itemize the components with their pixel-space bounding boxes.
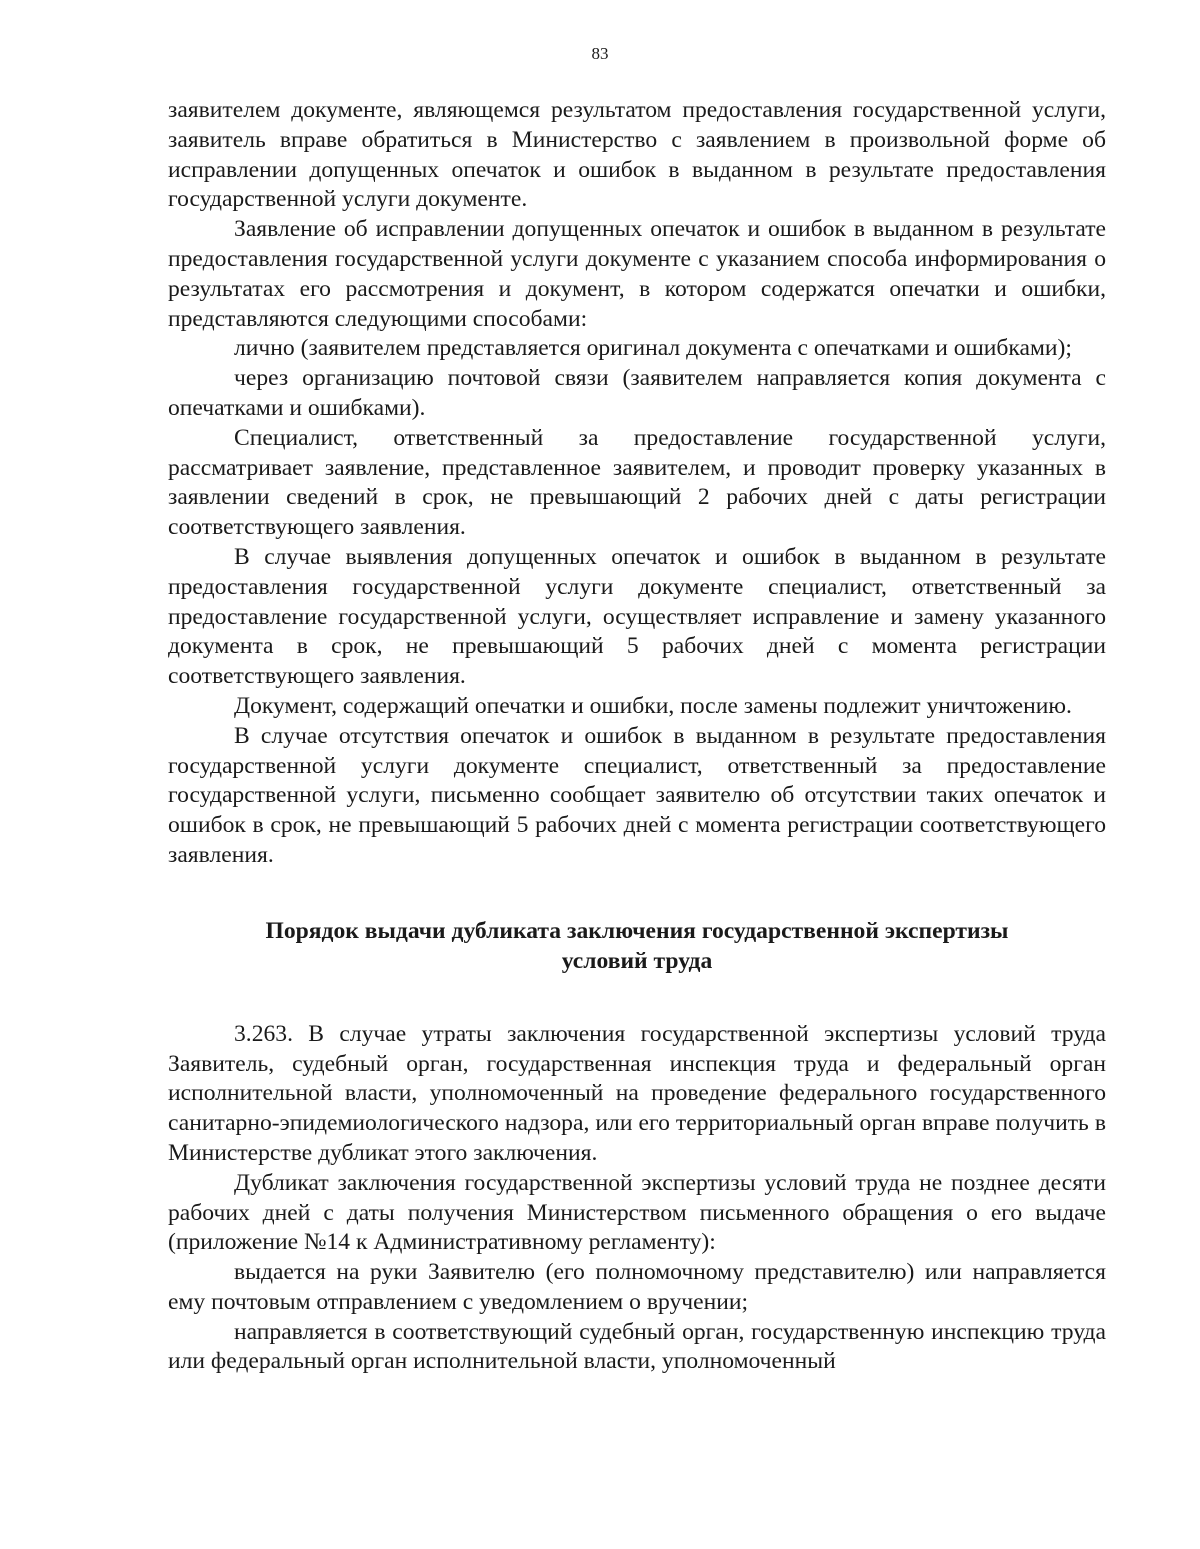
document-body <box>168 96 1106 1377</box>
paragraph: В случае выявления допущенных опечаток и ошибок в выданном в результате предоставления государственной услуги документе специалист, ответственный за предоставление государственной услуги, осуществляет исправление и замену указанного документа в срок, не превышающий 5 рабочих дней с момента регистрации соответствующего заявления. <box>168 543 1106 690</box>
paragraph: В случае отсутствия опечаток и ошибок в выданном в результате предоставления государственной услуги документе специалист, ответственный за предоставление государственной услуги, письменно сообщает заявителю об отсутствии таких опечаток и ошибок в срок, не превышающий 5 рабочих дней с момента регистрации соответствующего заявления. <box>168 722 1106 868</box>
paragraph: Специалист, ответственный за предоставление государственной услуги, рассматривает заявление, представленное заявителем, и проводит проверку указанных в заявлении сведений в срок, не превышающий 2 рабочих дней с даты регистрации соответствующего заявления. <box>168 424 1106 541</box>
section-heading-line: Порядок выдачи дубликата заключения государственной экспертизы <box>265 917 1009 944</box>
paragraph: Дубликат заключения государственной экспертизы условий труда не позднее десяти рабочих дней с даты получения Министерством письменного обращения о его выдаче (приложение №14 к Административному регламенту): <box>168 1169 1106 1256</box>
paragraph: лично (заявителем представляется оригинал документа с опечатками и ошибками); <box>234 335 1072 362</box>
section-heading <box>168 916 1106 976</box>
paragraph: через организацию почтовой связи (заявителем направляется копия документа с опечатками и ошибками). <box>168 365 1106 421</box>
paragraph: направляется в соответствующий судебный орган, государственную инспекцию труда или федеральный орган исполнительной власти, уполномоченный <box>168 1318 1106 1375</box>
page-number: 83 <box>591 44 609 63</box>
paragraph: Документ, содержащий опечатки и ошибки, после замены подлежит уничтожению. <box>234 692 1072 719</box>
paragraph-continuation: заявителем документе, являющемся результатом предоставления государственной услуги, заявитель вправе обратиться в Министерство с заявлением в произвольной форме об исправлении допущенных опечаток и ошибок в выданном в результате предоставления государственной услуги документе. <box>168 97 1106 213</box>
paragraph-numbered: 3.263. В случае утраты заключения государственной экспертизы условий труда Заявитель, судебный орган, государственная инспекция труда и федеральный орган исполнительной власти, уполномоченный на проведение федерального государственного санитарно-эпидемиологического надзора, или его территориальный орган вправе получить в Министерстве дубликат этого заключения. <box>168 1020 1106 1166</box>
paragraph: выдается на руки Заявителю (его полномочному представителю) или направляется ему почтовым отправлением с уведомлением о вручении; <box>168 1259 1106 1315</box>
section-heading-line: условий труда <box>561 947 713 974</box>
paragraph: Заявление об исправлении допущенных опечаток и ошибок в выданном в результате предоставления государственной услуги документе с указанием способа информирования о результатах его рассмотрения и документ, в котором содержатся опечатки и ошибки, представляются следующими способами: <box>168 216 1106 332</box>
